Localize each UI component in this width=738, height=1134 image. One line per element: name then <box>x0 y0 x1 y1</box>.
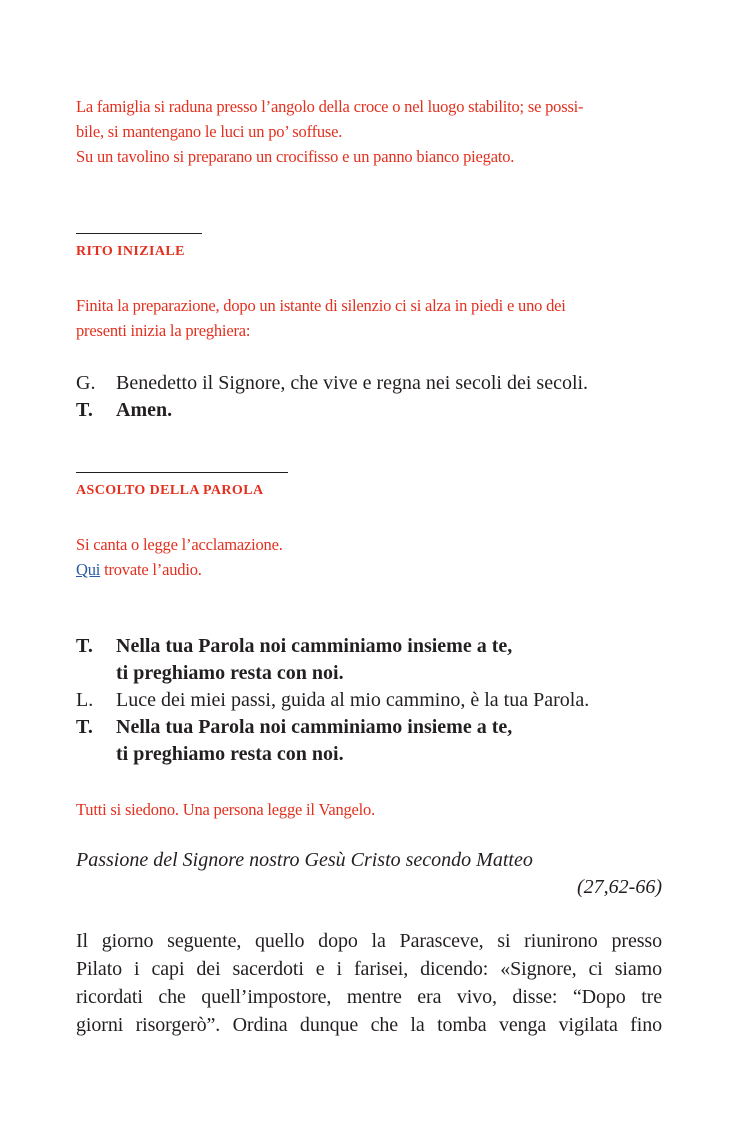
gospel-reference: (27,62-66) <box>577 876 662 898</box>
section-rule-rito <box>76 233 202 234</box>
rito-rubric-line-1: Finita la preparazione, dopo un istante di silenzio ci si alza in piedi e uno dei <box>76 296 566 315</box>
gospel-line-4: giorni risorgerò”. Ordina dunque che la tomba venga vigilata fino <box>76 1014 662 1036</box>
acclamation-text-line-1: Nella tua Parola noi camminiamo insieme a te, <box>116 716 513 738</box>
speaker-label: T. <box>76 399 93 421</box>
speaker-label: G. <box>76 372 96 394</box>
dialogue-text: Benedetto il Signore, che vive e regna nei secoli dei secoli. <box>116 372 589 394</box>
audio-link-rest: trovate l’audio. <box>100 560 202 579</box>
ascolto-rubric-line-1: Si canta o legge l’acclamazione. <box>76 535 283 554</box>
intro-rubric <box>76 94 676 169</box>
rito-rubric <box>76 293 676 343</box>
gospel-text <box>76 927 662 1039</box>
ascolto-rubric-line-2 <box>76 557 676 582</box>
acclamation-text-line-2: ti preghiamo resta con noi. <box>116 662 344 684</box>
rito-rubric-line-2: presenti inizia la preghiera: <box>76 321 251 340</box>
acclamation-text-line-2: ti preghiamo resta con noi. <box>116 743 344 765</box>
gospel-title: Passione del Signore nostro Gesù Cristo secondo Matteo <box>76 849 533 871</box>
dialogue-text: Amen. <box>116 399 173 421</box>
heading-rito-iniziale: RITO INIZIALE <box>76 244 185 259</box>
gospel-rubric: Tutti si siedono. Una persona legge il Vangelo. <box>76 800 376 819</box>
intro-line-2: bile, si mantengano le luci un po’ soffuse. <box>76 122 343 141</box>
section-rule-ascolto <box>76 472 288 473</box>
audio-link[interactable]: Qui <box>76 560 101 579</box>
acclamation-text-line-1: Luce dei miei passi, guida al mio cammino, è la tua Parola. <box>116 689 590 711</box>
gospel-line-2: Pilato i capi dei sacerdoti e i farisei, dicendo: «Signore, ci siamo <box>76 958 662 980</box>
ascolto-rubric <box>76 532 676 582</box>
speaker-label: L. <box>76 689 94 711</box>
heading-ascolto-della-parola: ASCOLTO DELLA PAROLA <box>76 483 264 498</box>
speaker-label: T. <box>76 716 93 738</box>
gospel-line-1: Il giorno seguente, quello dopo la Parasceve, si riunirono presso <box>76 930 662 952</box>
intro-line-1: La famiglia si raduna presso l’angolo della croce o nel luogo stabilito; se possi- <box>76 97 584 116</box>
gospel-line-3: ricordati che quell’impostore, mentre era vivo, disse: “Dopo tre <box>76 986 662 1008</box>
intro-line-3: Su un tavolino si preparano un crocifisso e un panno bianco piegato. <box>76 147 515 166</box>
speaker-label: T. <box>76 635 93 657</box>
acclamation-text-line-1: Nella tua Parola noi camminiamo insieme a te, <box>116 635 513 657</box>
